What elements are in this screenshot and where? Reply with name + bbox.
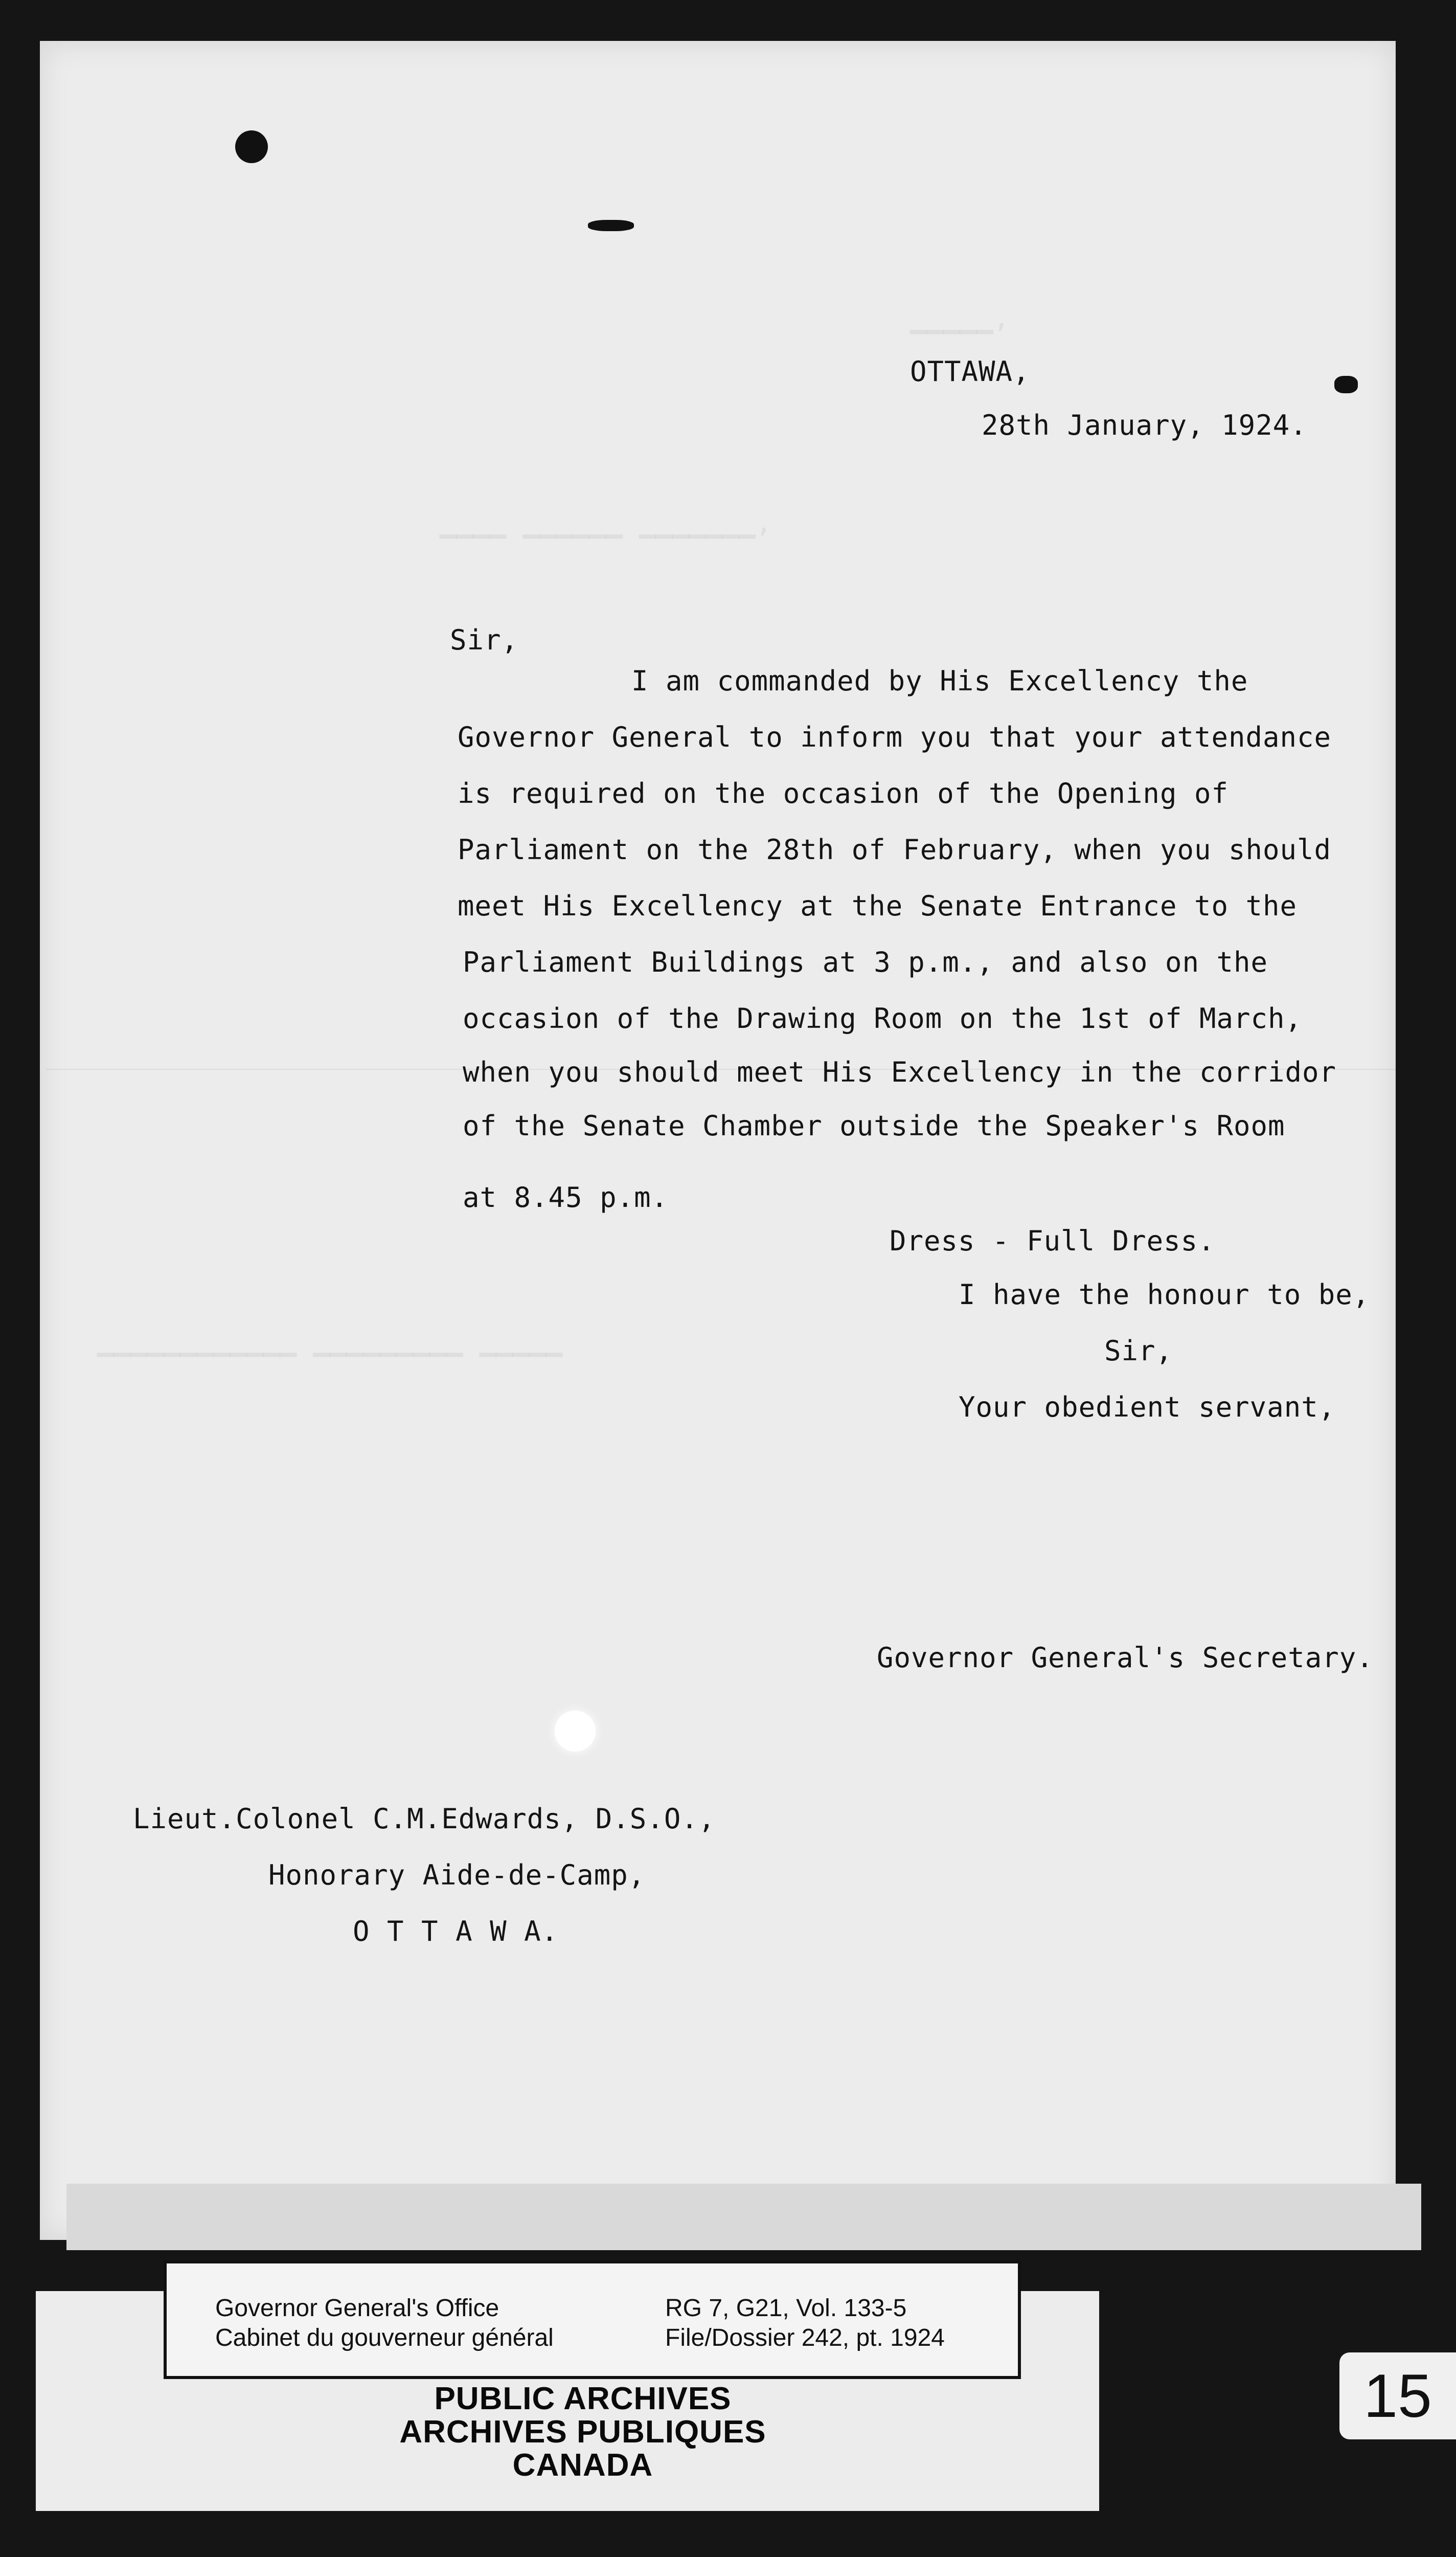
signature-title: Governor General's Secretary.: [877, 1642, 1374, 1674]
body-line: when you should meet His Excellency in the corridor: [463, 1056, 1337, 1088]
office-name-fr: Cabinet du gouverneur général: [215, 2324, 554, 2351]
ink-blot: [588, 220, 634, 231]
punch-hole: [235, 130, 268, 163]
frame-number: 15: [1339, 2352, 1456, 2439]
page-shadow: [66, 2184, 1421, 2250]
bleed-through: ▁▁▁▁ ▁▁▁▁▁▁ ▁▁▁▁▁▁▁,: [440, 506, 772, 539]
bleed-through: ▁▁▁▁▁▁▁▁▁▁▁▁ ▁▁▁▁▁▁▁▁▁ ▁▁▁▁▁: [97, 1325, 563, 1357]
body-line: Parliament Buildings at 3 p.m., and also on the: [463, 946, 1268, 978]
body-line: Governor General to inform you that your attendance: [458, 721, 1332, 753]
closing-line: Your obedient servant,: [959, 1391, 1336, 1423]
archives-stamp-line: ARCHIVES PUBLIQUES: [399, 2414, 766, 2450]
record-group: RG 7, G21, Vol. 133-5: [665, 2295, 907, 2322]
bleed-through: ▁▁▁▁▁,: [910, 302, 1010, 334]
archives-stamp-line: PUBLIC ARCHIVES: [434, 2381, 732, 2416]
closing-line: I have the honour to be,: [959, 1278, 1370, 1311]
body-line: Parliament on the 28th of February, when you should: [458, 834, 1332, 866]
closing-line: Sir,: [1104, 1335, 1173, 1367]
dress-code: Dress - Full Dress.: [890, 1225, 1215, 1257]
body-line: I am commanded by His Excellency the: [631, 665, 1248, 697]
letter-date: 28th January, 1924.: [982, 409, 1307, 441]
body-line: occasion of the Drawing Room on the 1st of March,: [463, 1002, 1303, 1035]
light-spot: [555, 1711, 596, 1752]
office-name-en: Governor General's Office: [215, 2295, 499, 2322]
addressee-line: Lieut.Colonel C.M.Edwards, D.S.O.,: [133, 1803, 716, 1835]
ink-blot: [1334, 376, 1358, 393]
body-line: of the Senate Chamber outside the Speaker's Room: [463, 1110, 1285, 1142]
archives-stamp-line: CANADA: [512, 2448, 653, 2483]
body-line: is required on the occasion of the Opening of: [458, 777, 1228, 810]
body-line: at 8.45 p.m.: [463, 1181, 669, 1214]
letter-place: OTTAWA,: [910, 355, 1030, 388]
salutation: Sir,: [450, 624, 519, 656]
body-line: meet His Excellency at the Senate Entrance to the: [458, 890, 1298, 922]
archive-label: [164, 2260, 1021, 2379]
addressee-line: O T T A W A.: [353, 1915, 559, 1947]
addressee-line: Honorary Aide-de-Camp,: [268, 1859, 646, 1891]
file-reference: File/Dossier 242, pt. 1924: [665, 2324, 945, 2351]
